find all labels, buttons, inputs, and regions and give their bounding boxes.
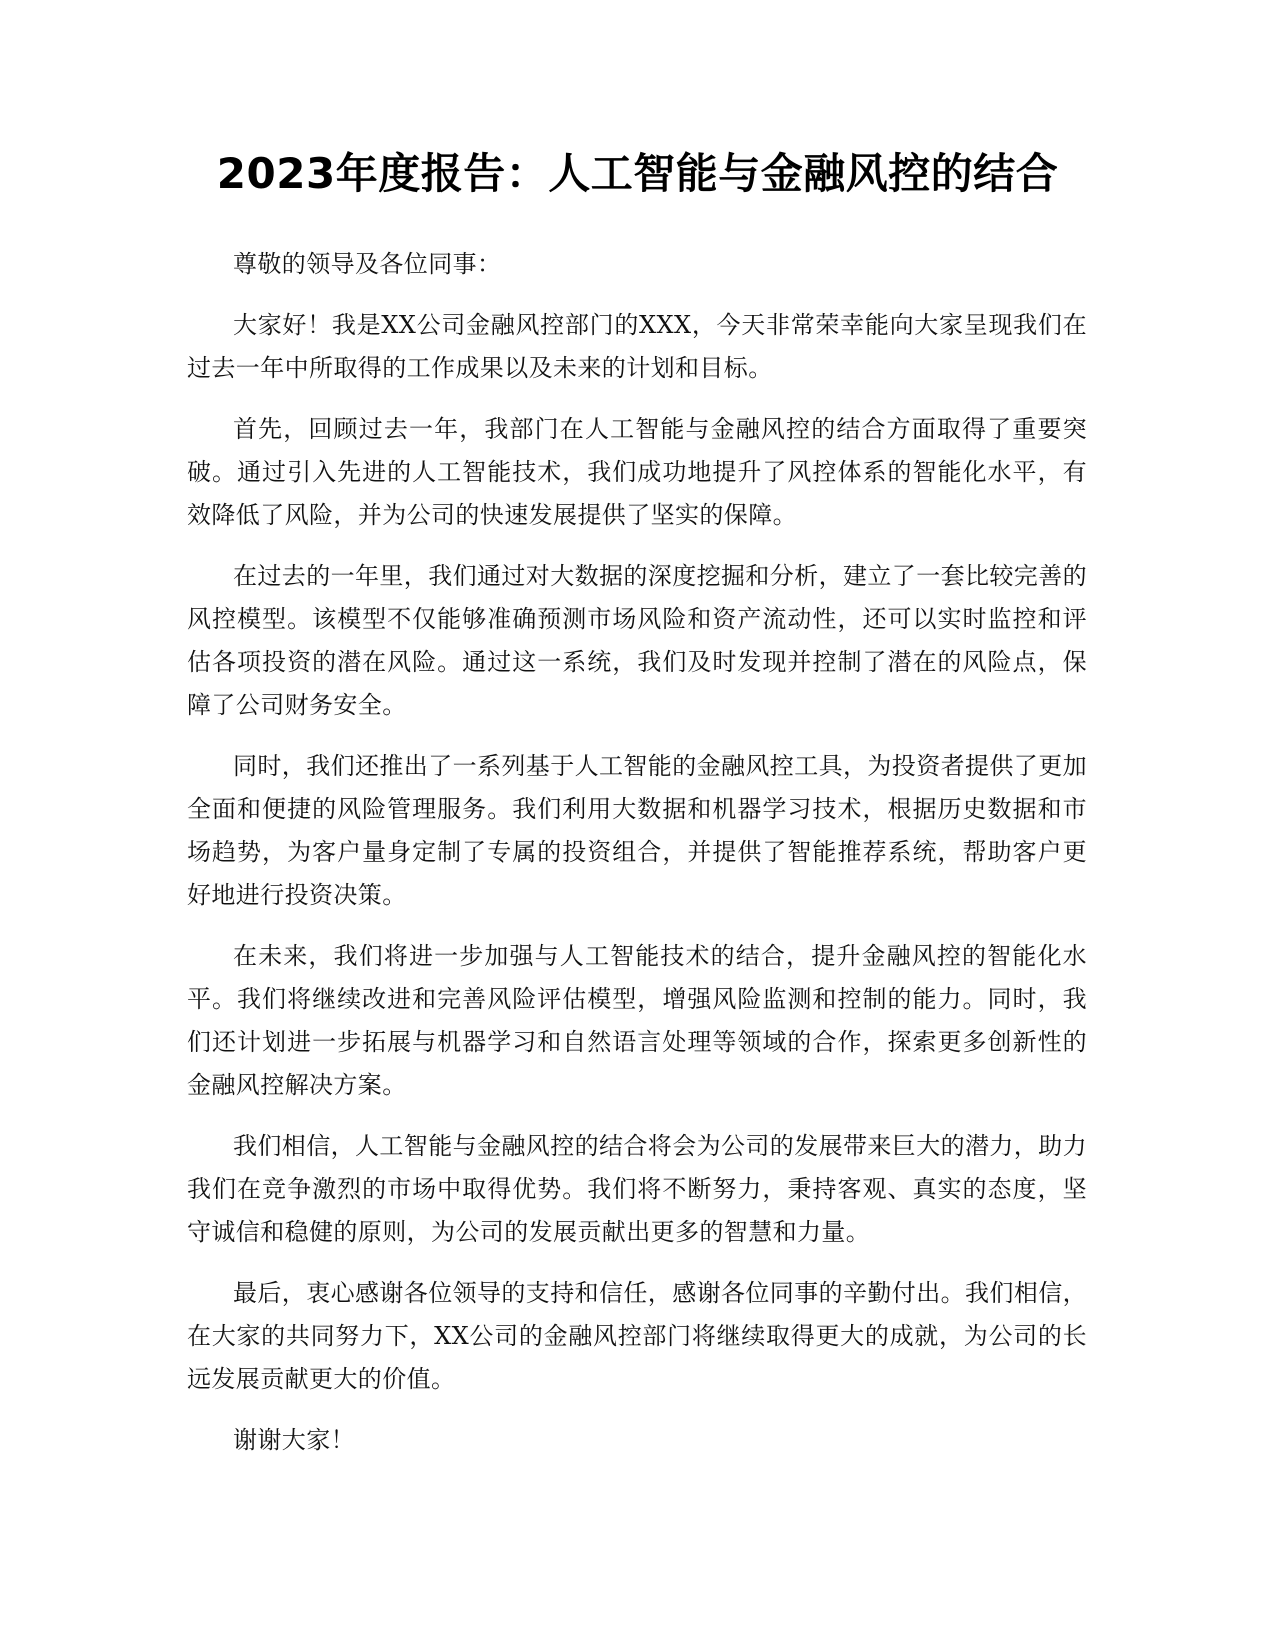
paragraph-tools: 同时，我们还推出了一系列基于人工智能的金融风控工具，为投资者提供了更加全面和便捷的风险管理服务。我们利用大数据和机器学习技术，根据历史数据和市场趋势，为客户量身定制了专属的投资组合，并提供了智能推荐系统，帮助客户更好地进行投资决策。 <box>187 752 1087 909</box>
document-body <box>187 243 1087 1480</box>
paragraph-review: 首先，回顾过去一年，我部门在人工智能与金融风控的结合方面取得了重要突破。通过引入先进的人工智能技术，我们成功地提升了风控体系的智能化水平，有效降低了风险，并为公司的快速发展提供了坚实的保障。 <box>187 415 1087 529</box>
salutation: 尊敬的领导及各位同事： <box>233 250 502 278</box>
paragraph-belief: 我们相信，人工智能与金融风控的结合将会为公司的发展带来巨大的潜力，助力我们在竞争激烈的市场中取得优势。我们将不断努力，秉持客观、真实的态度，坚守诚信和稳健的原则，为公司的发展贡献出更多的智慧和力量。 <box>187 1132 1087 1246</box>
paragraph-thanks: 最后，衷心感谢各位领导的支持和信任，感谢各位同事的辛勤付出。我们相信，在大家的共同努力下，XX公司的金融风控部门将继续取得更大的成就，为公司的长远发展贡献更大的价值。 <box>187 1279 1087 1393</box>
document-title: 2023年度报告：人工智能与金融风控的结合 <box>216 149 1059 198</box>
paragraph-greeting: 大家好！我是XX公司金融风控部门的XXX，今天非常荣幸能向大家呈现我们在过去一年中所取得的工作成果以及未来的计划和目标。 <box>187 311 1087 382</box>
paragraph-risk-model: 在过去的一年里，我们通过对大数据的深度挖掘和分析，建立了一套比较完善的风控模型。该模型不仅能够准确预测市场风险和资产流动性，还可以实时监控和评估各项投资的潜在风险。通过这一系统，我们及时发现并控制了潜在的风险点，保障了公司财务安全。 <box>187 562 1087 719</box>
closing: 谢谢大家！ <box>233 1426 355 1454</box>
paragraph-future: 在未来，我们将进一步加强与人工智能技术的结合，提升金融风控的智能化水平。我们将继续改进和完善风险评估模型，增强风险监测和控制的能力。同时，我们还计划进一步拓展与机器学习和自然语言处理等领域的合作，探索更多创新性的金融风控解决方案。 <box>187 942 1087 1099</box>
